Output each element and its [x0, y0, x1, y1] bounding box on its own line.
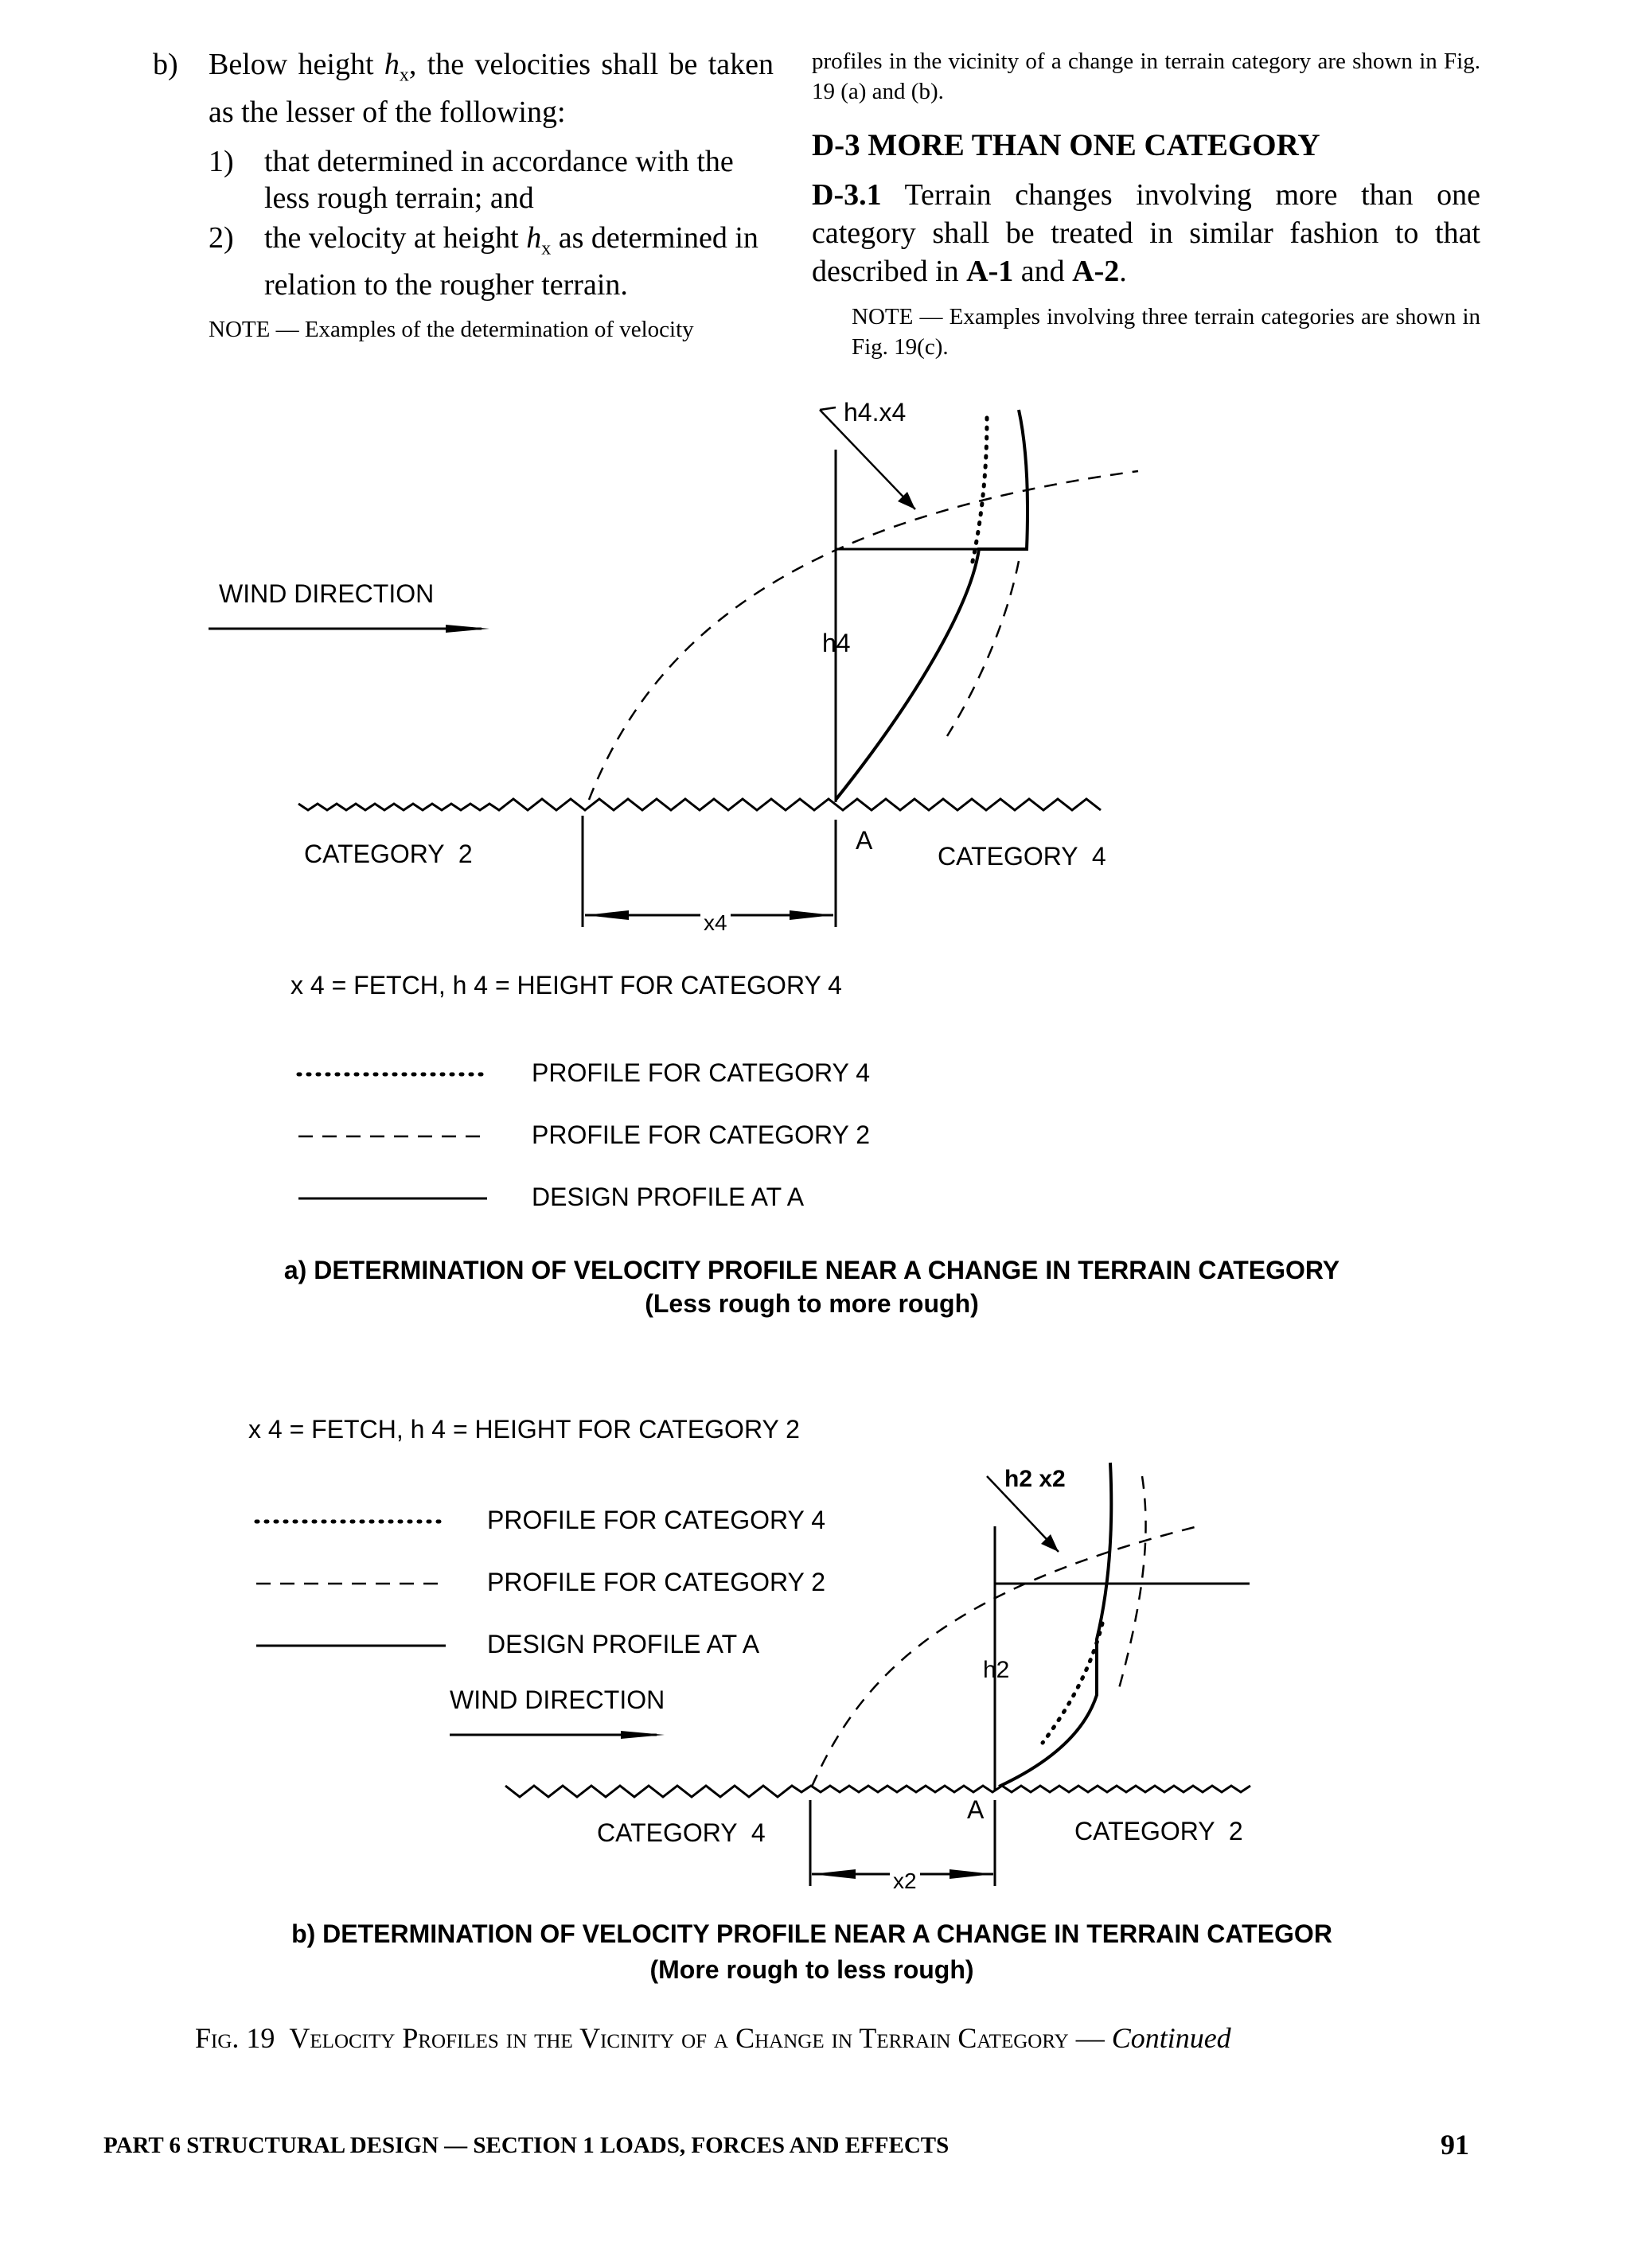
design-profile-b: [999, 1463, 1111, 1787]
wind-direction-b: WIND DIRECTION: [450, 1685, 665, 1714]
legend-label-cat4-b: PROFILE FOR CATEGORY 4: [487, 1506, 825, 1534]
category-right-b: CATEGORY 2: [1074, 1817, 1243, 1845]
right-note-bottom: NOTE — Examples involving three terrain categories are shown in Fig. 19(c).: [852, 304, 1480, 360]
fetch-arrow-left-b: [812, 1869, 856, 1879]
point-a-label-a: A: [856, 826, 873, 855]
point-a-label-b: A: [967, 1795, 985, 1824]
sub-item-2-label: 2): [209, 220, 234, 255]
category-left-b: CATEGORY 4: [597, 1818, 766, 1847]
legend-label-cat2-a: PROFILE FOR CATEGORY 2: [532, 1120, 870, 1149]
footer-text: PART 6 STRUCTURAL DESIGN — SECTION 1 LOADS, FORCES AND EFFECTS: [103, 2133, 950, 2158]
right-note-top: profiles in the vicinity of a change in terrain category are shown in Fig. 19 (a) and (b).: [812, 49, 1480, 104]
figure-number: Fig. 19: [195, 2022, 275, 2054]
caption-b-line1: b) DETERMINATION OF VELOCITY PROFILE NEAR A CHANGE IN TERRAIN CATEGOR: [291, 1919, 1332, 1948]
h-label-b: h2: [983, 1657, 1010, 1683]
legend-label-design-b: DESIGN PROFILE AT A: [487, 1630, 760, 1658]
clause-end: .: [1119, 255, 1127, 288]
caption-a-line2: (Less rough to more rough): [645, 1289, 979, 1318]
clause-and: and: [1013, 255, 1073, 288]
height-tag-b: h2 x2: [1004, 1466, 1066, 1492]
ground-line-b: [505, 1786, 1250, 1797]
figure-dash: —: [1068, 2022, 1112, 2054]
clause-b-text-1: Below height: [209, 48, 384, 81]
fetch-arrow-right-b: [950, 1869, 993, 1879]
legend-label-cat4-a: PROFILE FOR CATEGORY 4: [532, 1058, 870, 1087]
clause-b-label: b): [153, 48, 178, 81]
figure-caption: [195, 2021, 1468, 2055]
fetch-label-b: x2: [890, 1869, 920, 1894]
fetch-label-a: x4: [700, 910, 731, 936]
height-tag-a: h4.x4: [844, 398, 907, 427]
h-label-a: h4: [822, 629, 851, 657]
clause-b-var: h: [384, 48, 400, 81]
definition-a: x 4 = FETCH, h 4 = HEIGHT FOR CATEGORY 4: [291, 971, 842, 1000]
category-left-a: CATEGORY 2: [304, 840, 473, 868]
wind-direction-a: WIND DIRECTION: [219, 579, 435, 608]
clause-b-text-2: , the velocities shall be taken as the lesser of the following:: [209, 48, 774, 129]
caption-a-line1: a) DETERMINATION OF VELOCITY PROFILE NEAR A CHANGE IN TERRAIN CATEGORY: [283, 1256, 1340, 1284]
sub-item-2-sub: x: [541, 238, 552, 259]
clause-ref-a2: A-2: [1072, 255, 1120, 288]
category-right-a: CATEGORY 4: [938, 842, 1106, 871]
wind-arrowhead-b: [621, 1731, 665, 1739]
section-heading: D-3 MORE THAN ONE CATEGORY: [812, 128, 1320, 162]
page-number: 91: [1441, 2129, 1469, 2161]
sub-item-2-text-1: the velocity at height: [264, 220, 527, 255]
clause-number: D-3.1: [812, 178, 882, 212]
sub-item-2-text-2: as determined in relation to the rougher terrain.: [264, 220, 758, 302]
clause-ref-a1: A-1: [966, 255, 1014, 288]
left-note: NOTE — Examples of the determination of velocity: [209, 317, 694, 343]
sub-item-2-var: h: [526, 220, 542, 255]
figure-title: Velocity Profiles in the Vicinity of a Change in Terrain Category: [289, 2022, 1069, 2054]
legend-label-design-a: DESIGN PROFILE AT A: [532, 1183, 805, 1211]
figure-continued: Continued: [1111, 2022, 1231, 2054]
clause-b-sub: x: [399, 64, 409, 86]
definition-b: x 4 = FETCH, h 4 = HEIGHT FOR CATEGORY 2: [248, 1415, 800, 1444]
sub-item-1-text: that determined in accordance with the less rough terrain; and: [264, 144, 734, 215]
caption-b-line2: (More rough to less rough): [649, 1955, 974, 1984]
profile-cat4-b: [1043, 1623, 1102, 1743]
legend-label-cat2-b: PROFILE FOR CATEGORY 2: [487, 1568, 825, 1596]
clause-text: Terrain changes involving more than one category shall be treated in similar fashion to that described in: [812, 178, 1480, 288]
sub-item-1-label: 1): [209, 144, 234, 178]
